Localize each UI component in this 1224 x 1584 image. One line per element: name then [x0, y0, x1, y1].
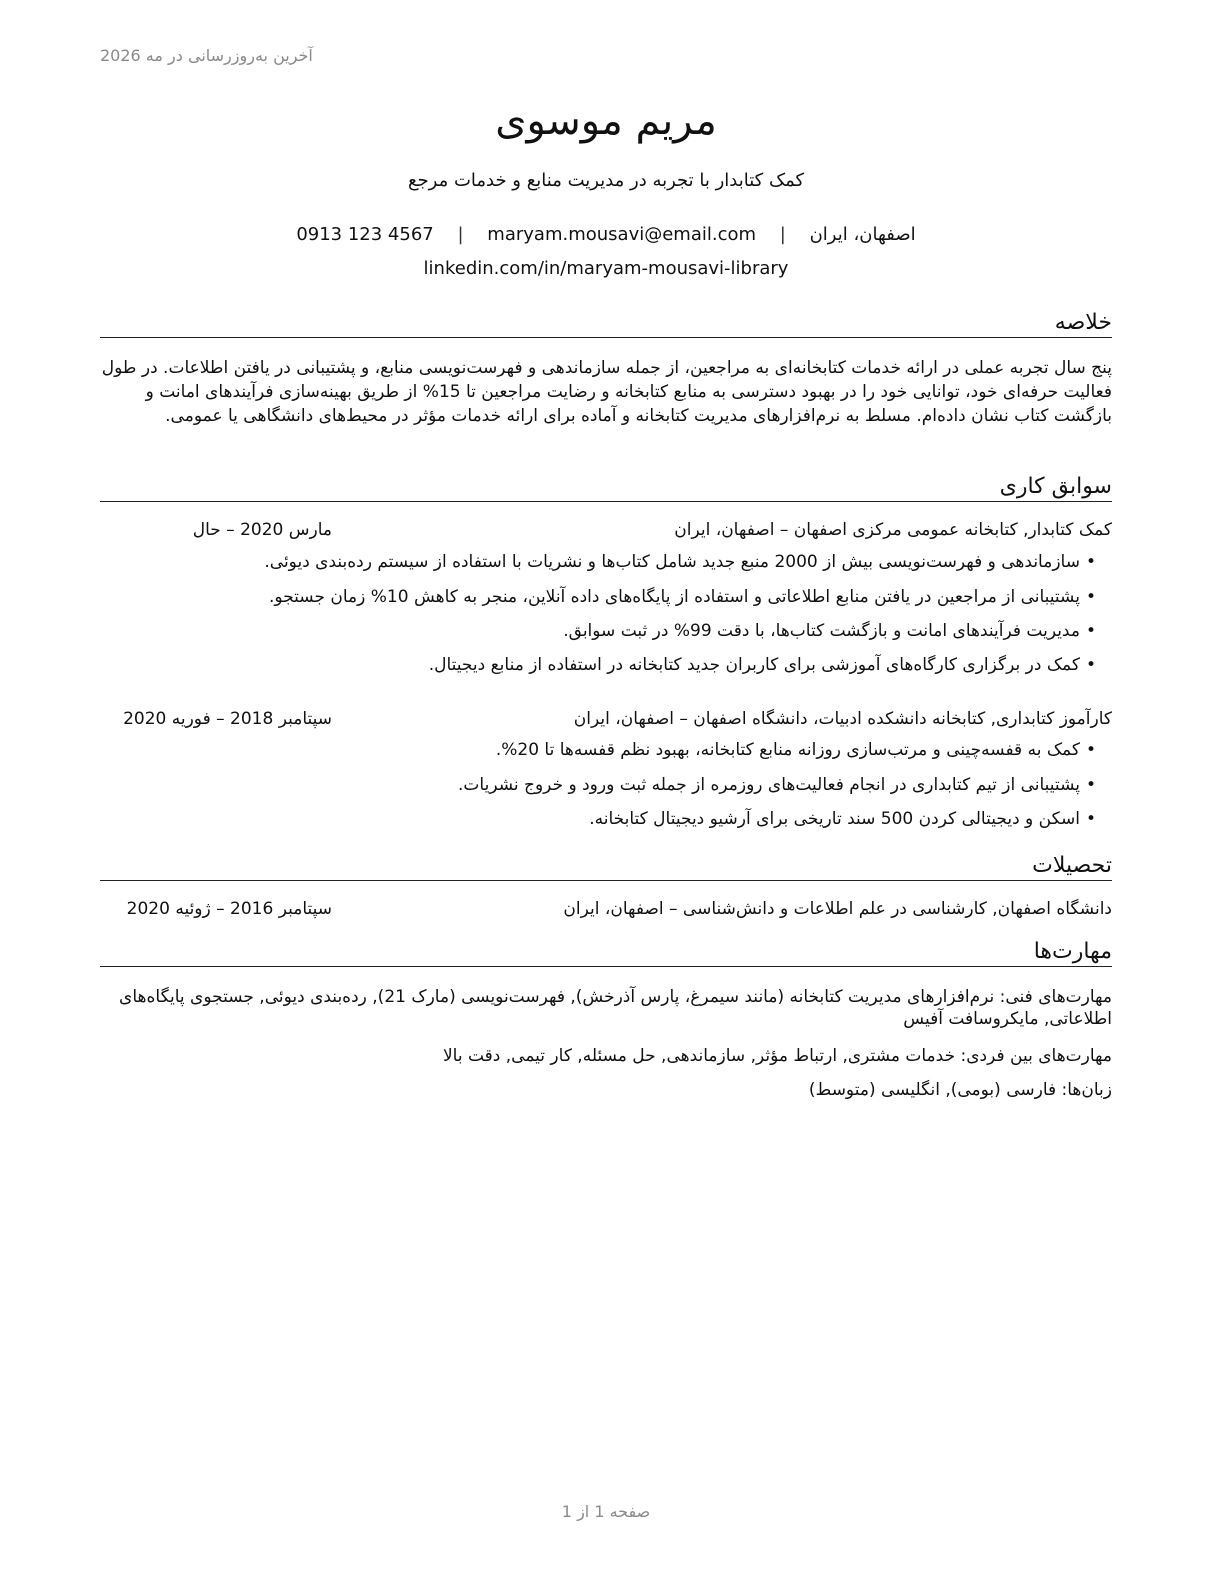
- job-bullet: [96, 552, 1096, 572]
- skills-languages: زبان‌ها: فارسی (بومی), انگلیسی (متوسط): [808, 1080, 1112, 1100]
- skills-technical: مهارت‌های فنی: نرم‌افزارهای مدیریت کتابخانه (مانند سیمرغ، پارس آذرخش), فهرست‌نویسی (مارک 21), رده‌بندی دیوئی, جستجوی پایگاه‌های اطلاعاتی, مایکروسافت آفیس: [119, 987, 1112, 1029]
- job-bullet: [96, 621, 1096, 641]
- resume-page: [100, 0, 1112, 1584]
- job-title: کارآموز کتابداری, کتابخانه دانشکده ادبیات، دانشگاه اصفهان – اصفهان، ایران: [573, 709, 1112, 729]
- contact-separator: |: [779, 224, 786, 245]
- job-bullet: [96, 740, 1096, 760]
- job-bullet: [96, 587, 1096, 607]
- contact-email[interactable]: maryam.mousavi@email.com: [487, 224, 757, 245]
- bullet-dot: •: [1085, 587, 1096, 607]
- job-bullet-text: پشتیبانی از مراجعین در یافتن منابع اطلاعاتی و استفاده از پایگاه‌های داده آنلاین، منجر به کاهش 10% زمان جستجو.: [269, 587, 1080, 607]
- contact-separator: |: [457, 224, 464, 245]
- contact-linkedin[interactable]: linkedin.com/in/maryam-mousavi-library: [423, 258, 789, 279]
- headline: کمک کتابدار با تجربه در مدیریت منابع و خدمات مرجع: [407, 170, 805, 191]
- section-title-education: تحصیلات: [100, 853, 1112, 881]
- job-title: کمک کتابدار, کتابخانه عمومی مرکزی اصفهان – اصفهان، ایران: [674, 520, 1112, 540]
- section-title-skills: مهارت‌ها: [100, 939, 1112, 967]
- education-dates: سپتامبر 2016 – ژوئیه 2020: [126, 899, 332, 919]
- job-dates: مارس 2020 – حال: [192, 520, 332, 540]
- bullet-dot: •: [1085, 552, 1096, 572]
- job-header: [100, 709, 1112, 735]
- bullet-dot: •: [1085, 740, 1096, 760]
- job-bullet-text: اسکن و دیجیتالی کردن 500 سند تاریخی برای آرشیو دیجیتال کتابخانه.: [589, 809, 1080, 829]
- job-bullet: [96, 655, 1096, 675]
- contact-phone: 0913 123 4567: [296, 224, 434, 245]
- summary-text: پنج سال تجربه عملی در ارائه خدمات کتابخانه‌ای به مراجعین، از جمله سازماندهی و فهرست‌نویسی منابع، و پشتیبانی در یافتن اطلاعات. در طول فعالیت حرفه‌ای خود، توانایی خود را در بهبود دسترسی به منابع کتابخانه و رضایت مراجعین تا 15% از طریق بهینه‌سازی فرآیندهای امانت و بازگشت کتاب نشان داده‌ام. مسلط به نرم‌افزارهای مدیریت کتابخانه و آماده برای ارائه خدمات مؤثر در محیط‌های دانشگاهی یا عمومی.: [101, 358, 1112, 426]
- job-dates: سپتامبر 2018 – فوریه 2020: [123, 709, 332, 729]
- job-bullet-text: کمک در برگزاری کارگاه‌های آموزشی برای کاربران جدید کتابخانه در استفاده از منابع دیجیتال.: [428, 655, 1080, 675]
- candidate-name: مریم موسوی: [495, 98, 717, 144]
- job-bullet: [96, 775, 1096, 795]
- bullet-dot: •: [1085, 809, 1096, 829]
- job-header: [100, 520, 1112, 546]
- contact-location: اصفهان، ایران: [809, 224, 916, 245]
- bullet-dot: •: [1085, 621, 1096, 641]
- job-bullet-text: سازماندهی و فهرست‌نویسی بیش از 2000 منبع جدید شامل کتاب‌ها و نشریات با استفاده از سیستم رده‌بندی دیوئی.: [264, 552, 1080, 572]
- job-bullet-text: مدیریت فرآیندهای امانت و بازگشت کتاب‌ها، با دقت 99% در ثبت سوابق.: [563, 621, 1080, 641]
- section-title-experience: سوابق کاری: [100, 474, 1112, 502]
- section-title-summary: خلاصه: [100, 310, 1112, 338]
- education-title: دانشگاه اصفهان, کارشناسی در علم اطلاعات و دانش‌شناسی – اصفهان، ایران: [563, 899, 1112, 919]
- page-footer: صفحه 1 از 1: [561, 1502, 651, 1521]
- skills-interpersonal: مهارت‌های بین فردی: خدمات مشتری, ارتباط مؤثر, سازماندهی, حل مسئله, کار تیمی, دقت بالا: [442, 1046, 1112, 1066]
- job-bullet-text: پشتیبانی از تیم کتابداری در انجام فعالیت‌های روزمره از جمله ثبت ورود و خروج نشریات.: [458, 775, 1080, 795]
- last-updated: آخرین به‌روزرسانی در مه 2026: [100, 46, 313, 65]
- job-bullet-text: کمک به قفسه‌چینی و مرتب‌سازی روزانه منابع کتابخانه، بهبود نظم قفسه‌ها تا 20%.: [495, 740, 1080, 760]
- education-entry: [100, 899, 1112, 925]
- contact-line: [100, 224, 1112, 245]
- job-bullet: [96, 809, 1096, 829]
- bullet-dot: •: [1085, 775, 1096, 795]
- bullet-dot: •: [1085, 655, 1096, 675]
